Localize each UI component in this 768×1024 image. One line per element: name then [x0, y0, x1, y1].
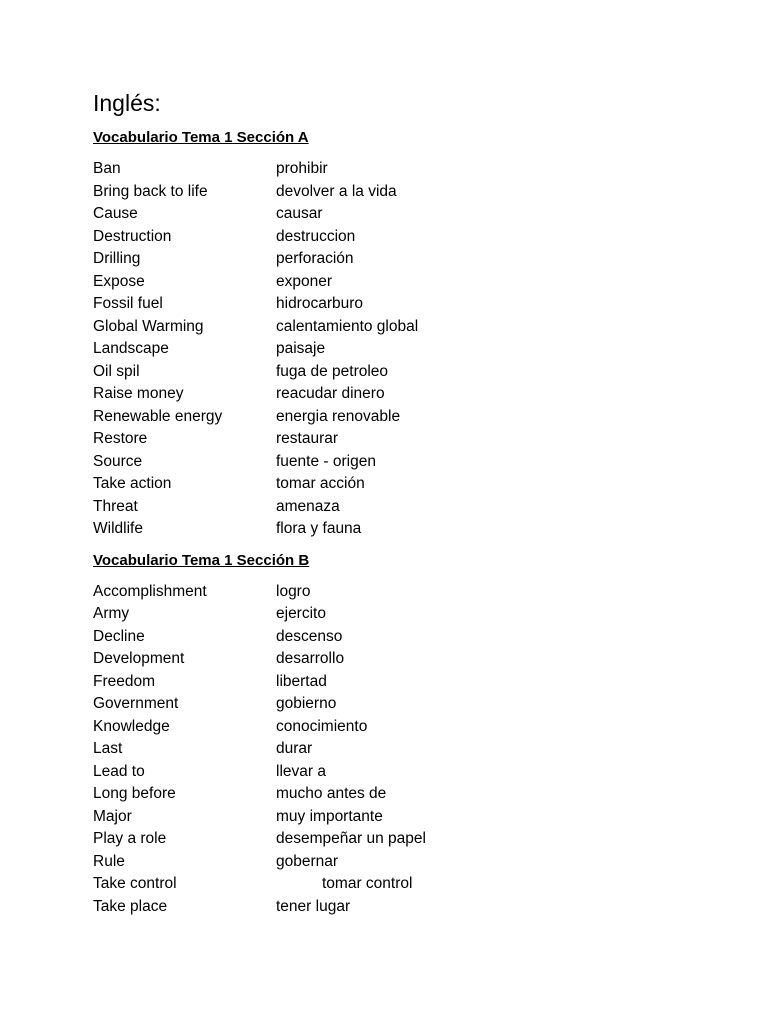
vocab-row	[93, 671, 693, 694]
spanish-translation: hidrocarburo	[276, 295, 364, 312]
vocab-row	[93, 248, 693, 271]
spanish-translation: tomar control	[322, 875, 413, 892]
vocab-list	[93, 158, 693, 541]
english-term: Bring back to life	[93, 182, 208, 200]
english-term: Take action	[93, 475, 172, 492]
vocab-row	[93, 158, 693, 181]
vocab-row	[93, 293, 693, 316]
spanish-translation: descenso	[276, 627, 343, 645]
vocab-row	[93, 203, 693, 226]
spanish-translation: amenaza	[276, 497, 340, 515]
vocab-row	[93, 181, 693, 204]
spanish-translation: reacudar dinero	[276, 385, 385, 402]
vocab-row	[93, 603, 693, 626]
vocab-row	[93, 738, 693, 761]
section-spacer	[93, 541, 693, 550]
spanish-translation: gobernar	[276, 852, 339, 870]
english-term: Development	[93, 650, 185, 667]
english-term: Lead to	[93, 762, 145, 780]
spanish-translation: ejercito	[276, 605, 326, 622]
vocab-row	[93, 451, 693, 474]
vocab-row	[93, 406, 693, 429]
vocab-row	[93, 626, 693, 649]
spanish-translation: mucho antes de	[276, 785, 387, 802]
vocab-row	[93, 648, 693, 671]
english-term: Drilling	[93, 250, 141, 267]
vocab-row	[93, 383, 693, 406]
english-term: Major	[93, 807, 132, 825]
english-term: Raise money	[93, 385, 184, 402]
english-term: Take place	[93, 897, 168, 915]
spanish-translation: prohibir	[276, 160, 328, 177]
spanish-translation: paisaje	[276, 340, 326, 357]
page-title: Inglés:	[93, 90, 161, 116]
vocab-row	[93, 473, 693, 496]
vocab-row	[93, 783, 693, 806]
spanish-translation: desarrollo	[276, 650, 345, 667]
vocab-row	[93, 828, 693, 851]
vocab-row	[93, 361, 693, 384]
spanish-translation: restaurar	[276, 430, 339, 447]
english-term: Oil spil	[93, 362, 140, 380]
english-term: Restore	[93, 430, 148, 447]
spanish-translation: flora y fauna	[276, 520, 362, 537]
spanish-translation: energia renovable	[276, 407, 401, 425]
section-heading: Vocabulario Tema 1 Sección A	[93, 129, 309, 146]
vocab-row	[93, 581, 693, 604]
english-term: Threat	[93, 497, 138, 515]
spanish-translation: perforación	[276, 250, 354, 267]
vocab-row	[93, 271, 693, 294]
vocab-list	[93, 581, 693, 919]
spanish-translation: causar	[276, 205, 323, 222]
vocab-row	[93, 226, 693, 249]
spanish-translation: muy importante	[276, 807, 383, 825]
english-term: Take control	[93, 875, 177, 892]
vocab-row	[93, 761, 693, 784]
english-term: Decline	[93, 627, 145, 645]
spanish-translation: calentamiento global	[276, 317, 419, 335]
english-term: Knowledge	[93, 717, 170, 735]
vocab-row	[93, 693, 693, 716]
spanish-translation: fuente - origen	[276, 452, 376, 470]
spanish-translation: fuga de petroleo	[276, 362, 389, 380]
english-term: Renewable energy	[93, 407, 223, 425]
vocab-row	[93, 716, 693, 739]
english-term: Rule	[93, 852, 125, 870]
spanish-translation: tener lugar	[276, 897, 351, 915]
spanish-translation: tomar acción	[276, 475, 365, 492]
spanish-translation: llevar a	[276, 762, 326, 780]
english-term: Army	[93, 605, 130, 622]
spanish-translation: durar	[276, 740, 313, 757]
english-term: Cause	[93, 205, 138, 222]
english-term: Fossil fuel	[93, 295, 163, 312]
english-term: Play a role	[93, 830, 167, 847]
vocab-row	[93, 518, 693, 541]
spanish-translation: destruccion	[276, 227, 356, 245]
english-term: Government	[93, 695, 179, 712]
vocab-section-a	[93, 127, 693, 550]
vocab-row	[93, 806, 693, 829]
english-term: Landscape	[93, 340, 169, 357]
english-term: Accomplishment	[93, 582, 207, 600]
vocab-row	[93, 316, 693, 339]
english-term: Global Warming	[93, 317, 204, 335]
vocab-section-b	[93, 550, 693, 919]
spanish-translation: desempeñar un papel	[276, 830, 426, 847]
document-page	[93, 88, 693, 918]
vocab-row	[93, 851, 693, 874]
spanish-translation: conocimiento	[276, 717, 368, 735]
vocab-row	[93, 873, 693, 896]
english-term: Destruction	[93, 227, 172, 245]
section-heading: Vocabulario Tema 1 Sección B	[93, 551, 310, 569]
english-term: Wildlife	[93, 520, 143, 537]
spanish-translation: gobierno	[276, 695, 337, 712]
vocab-row	[93, 428, 693, 451]
vocab-row	[93, 496, 693, 519]
english-term: Freedom	[93, 672, 156, 690]
vocab-row	[93, 338, 693, 361]
english-term: Ban	[93, 160, 121, 177]
english-term: Long before	[93, 785, 176, 802]
spanish-translation: libertad	[276, 672, 327, 690]
spanish-translation: devolver a la vida	[276, 182, 397, 200]
spanish-translation: exponer	[276, 272, 333, 290]
spanish-translation: logro	[276, 582, 311, 600]
english-term: Expose	[93, 272, 145, 290]
vocab-row	[93, 896, 693, 919]
english-term: Last	[93, 740, 123, 757]
english-term: Source	[93, 452, 143, 470]
